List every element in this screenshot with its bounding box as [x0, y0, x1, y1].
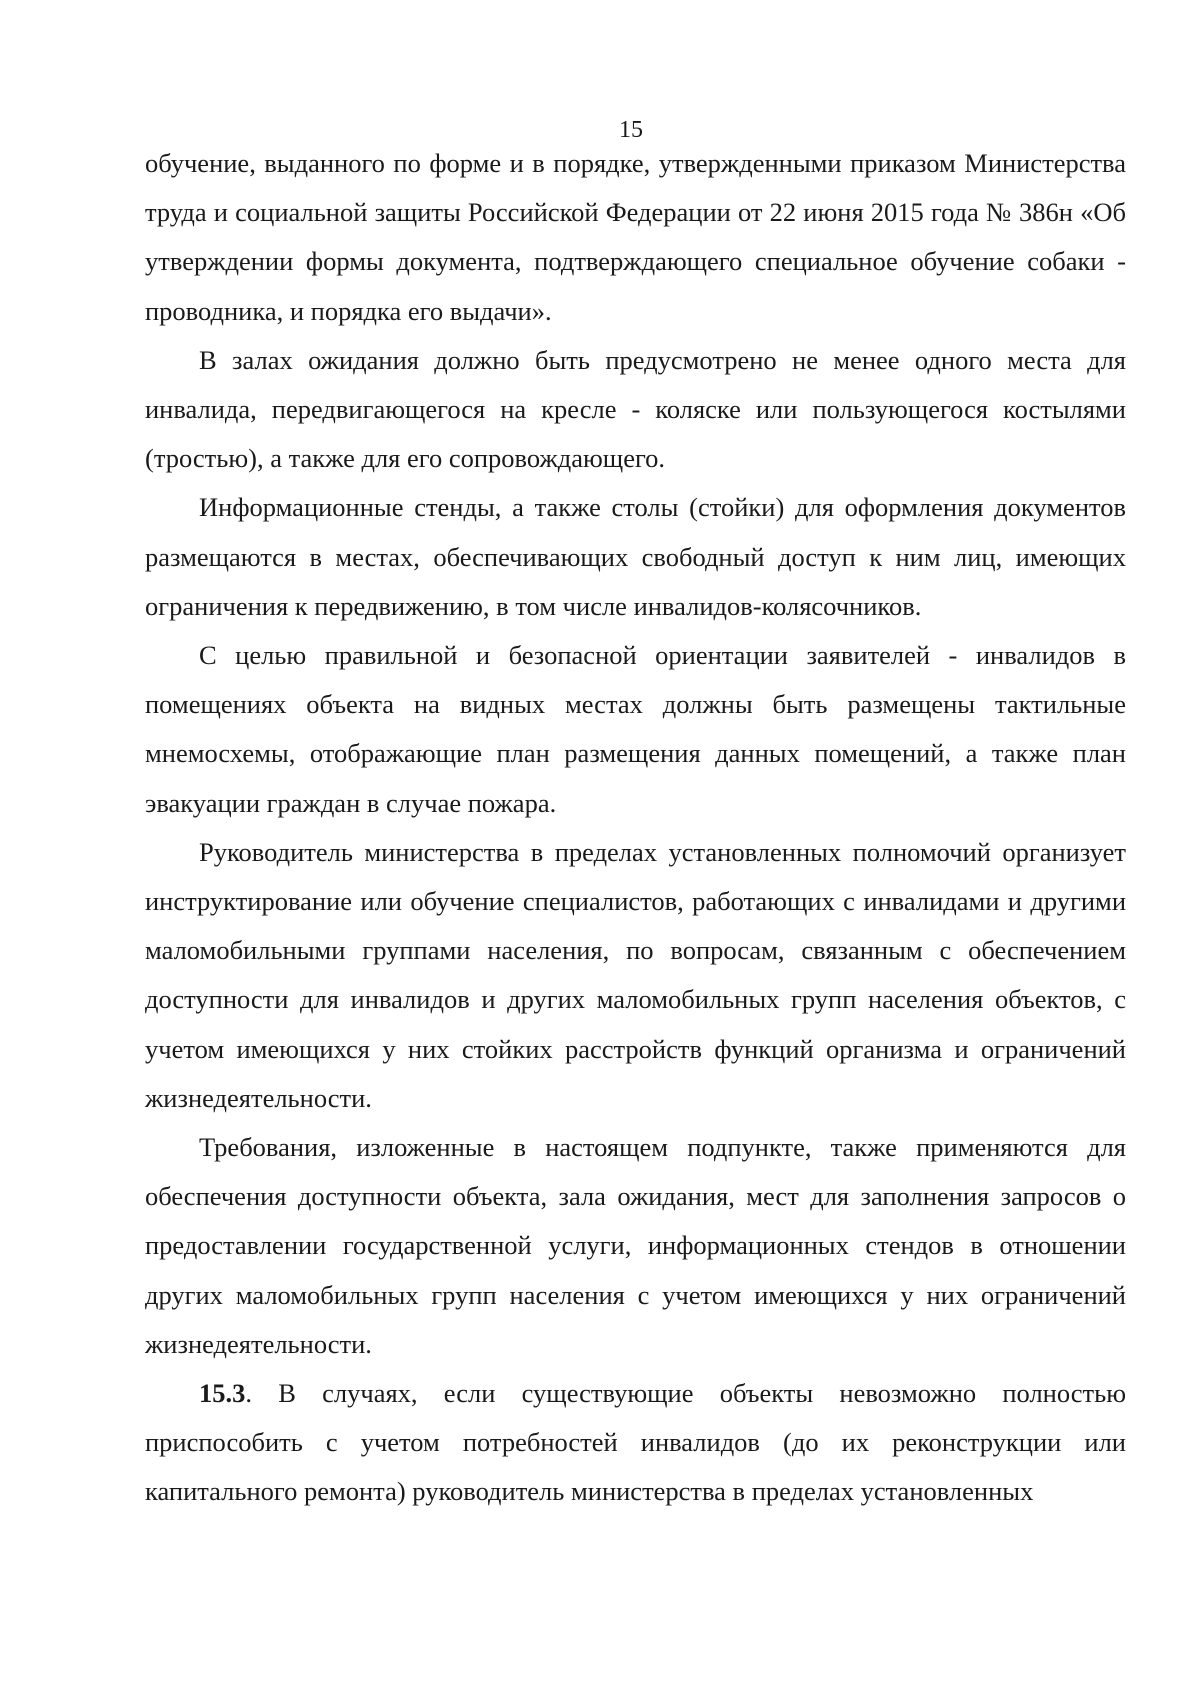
paragraph-waiting-halls: В залах ожидания должно быть предусмотрено не менее одного места для инвалида, передвигающегося на кресле - коляске или пользующегося костылями (тростью), а также для его сопровождающего. — [145, 344, 1126, 474]
paragraph-information-stands: Информационные стенды, а также столы (стойки) для оформления документов размещаются в местах, обеспечивающих свободный доступ к ним лиц, имеющих ограничения к передвижению, в том числе инвалидов-колясочников. — [145, 492, 1126, 621]
paragraph-clause-15-3 — [145, 1369, 1126, 1517]
page-number: 15 — [619, 117, 643, 143]
paragraph-requirements: Требования, изложенные в настоящем подпункте, также применяются для обеспечения доступности объекта, зала ожидания, мест для заполнения запросов о предоставлении государственной услуги, информационных стендов в отношении других маломобильных групп населения с учетом имеющихся у них ограничений жизнедеятельности. — [145, 1132, 1126, 1359]
document-body — [145, 139, 1126, 1517]
paragraph-head-of-ministry: Руководитель министерства в пределах установленных полномочий организует инструктирование или обучение специалистов, работающих с инвалидами и другими маломобильными группами населения, по вопросам, связанным с обеспечением доступности для инвалидов и других маломобильных групп населения объектов, с учетом имеющихся у них стойких расстройств функций организма и ограничений жизнедеятельности. — [145, 836, 1126, 1113]
clause-number: 15.3 — [199, 1378, 246, 1409]
clause-text: . В случаях, если существующие объекты невозможно полностью приспособить с учетом потребностей инвалидов (до их реконструкции или капитального ремонта) руководитель министерства в пределах установленных — [145, 1378, 1126, 1507]
paragraph-orientation: С целью правильной и безопасной ориентации заявителей - инвалидов в помещениях объекта на видных местах должны быть размещены тактильные мнемосхемы, отображающие план размещения данных помещений, а также план эвакуации граждан в случае пожара. — [145, 640, 1126, 818]
paragraph-continuation: обучение, выданного по форме и в порядке, утвержденными приказом Министерства труда и социальной защиты Российской Федерации от 22 июня 2015 года № 386н «Об утверждении формы документа, подтверждающего специальное обучение собаки - проводника, и порядка его выдачи». — [145, 148, 1126, 326]
